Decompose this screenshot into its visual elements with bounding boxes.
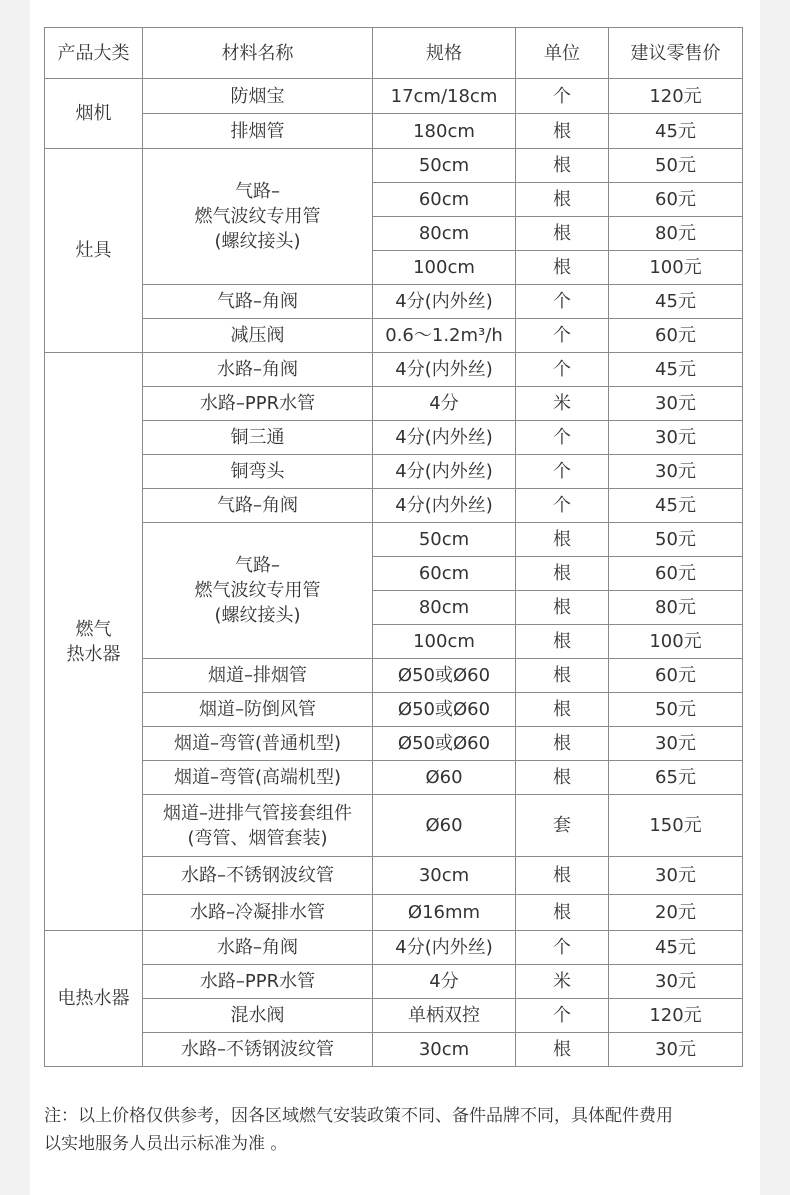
price-cell: 30元: [609, 1033, 743, 1067]
price-cell: 30元: [609, 727, 743, 761]
spec-cell: Ø50或Ø60: [373, 693, 516, 727]
header-unit: 单位: [516, 28, 609, 79]
unit-cell: 个: [516, 489, 609, 523]
price-cell: 45元: [609, 285, 743, 319]
material-line: 气路–: [235, 555, 280, 576]
table-row: [45, 79, 743, 114]
spec-cell: 4分(内外丝): [373, 455, 516, 489]
material-cell: 混水阀: [143, 999, 373, 1033]
material-cell: 水路–角阀: [143, 353, 373, 387]
material-cell: [143, 795, 373, 857]
unit-cell: 根: [516, 591, 609, 625]
unit-cell: 根: [516, 1033, 609, 1067]
unit-cell: 个: [516, 319, 609, 353]
unit-cell: 根: [516, 114, 609, 149]
material-cell: 气路–角阀: [143, 285, 373, 319]
price-cell: 30元: [609, 857, 743, 895]
table-row: [45, 795, 743, 857]
unit-cell: 根: [516, 523, 609, 557]
price-cell: 30元: [609, 455, 743, 489]
spec-cell: 100cm: [373, 625, 516, 659]
unit-cell: 根: [516, 149, 609, 183]
unit-cell: 根: [516, 857, 609, 895]
price-cell: 50元: [609, 523, 743, 557]
material-cell-gas-pipe: [143, 149, 373, 285]
material-cell: 水路–不锈钢波纹管: [143, 857, 373, 895]
material-cell: 烟道–弯管(普通机型): [143, 727, 373, 761]
material-cell: 水路–角阀: [143, 931, 373, 965]
header-material: 材料名称: [143, 28, 373, 79]
spec-cell: 60cm: [373, 557, 516, 591]
unit-cell: 根: [516, 693, 609, 727]
table-row: [45, 761, 743, 795]
header-price: 建议零售价: [609, 28, 743, 79]
price-cell: 30元: [609, 965, 743, 999]
unit-cell: 套: [516, 795, 609, 857]
footnote-line: 注：以上价格仅供参考，因各区域燃气安装政策不同、备件品牌不同，具体配件费用: [44, 1106, 673, 1126]
unit-cell: 个: [516, 79, 609, 114]
material-line: 烟道–进排气管接套组件: [163, 802, 352, 824]
spec-cell: Ø60: [373, 761, 516, 795]
unit-cell: 根: [516, 895, 609, 931]
spec-cell: Ø16mm: [373, 895, 516, 931]
table-row: [45, 489, 743, 523]
price-table-container: [44, 27, 742, 1067]
table-row: [45, 895, 743, 931]
table-row: [45, 857, 743, 895]
spec-cell: 17cm/18cm: [373, 79, 516, 114]
price-cell: 30元: [609, 387, 743, 421]
price-cell: 60元: [609, 319, 743, 353]
material-cell: 防烟宝: [143, 79, 373, 114]
spec-cell: 80cm: [373, 217, 516, 251]
unit-cell: 根: [516, 727, 609, 761]
spec-cell: 50cm: [373, 523, 516, 557]
unit-cell: 根: [516, 761, 609, 795]
price-cell: 100元: [609, 625, 743, 659]
spec-cell: 50cm: [373, 149, 516, 183]
material-cell: 烟道–排烟管: [143, 659, 373, 693]
unit-cell: 根: [516, 251, 609, 285]
unit-cell: 个: [516, 931, 609, 965]
table-row: [45, 999, 743, 1033]
footnote: [44, 1102, 744, 1158]
table-row: [45, 149, 743, 183]
material-cell: 烟道–防倒风管: [143, 693, 373, 727]
unit-cell: 根: [516, 659, 609, 693]
material-line: 燃气波纹专用管: [194, 580, 321, 601]
header-spec: 规格: [373, 28, 516, 79]
table-row: [45, 353, 743, 387]
price-cell: 30元: [609, 421, 743, 455]
right-margin: [760, 0, 790, 1195]
category-cell-zaoju: 灶具: [45, 149, 143, 353]
category-cell-electric-water-heater: 电热水器: [45, 931, 143, 1067]
price-cell: 60元: [609, 659, 743, 693]
spec-cell: Ø50或Ø60: [373, 659, 516, 693]
spec-cell: 0.6～1.2m³/h: [373, 319, 516, 353]
price-cell: 45元: [609, 353, 743, 387]
unit-cell: 个: [516, 421, 609, 455]
spec-cell: 4分: [373, 965, 516, 999]
spec-cell: 180cm: [373, 114, 516, 149]
table-row: [45, 931, 743, 965]
price-cell: 150元: [609, 795, 743, 857]
table-row: [45, 421, 743, 455]
material-line: (弯管、烟管套装): [187, 827, 328, 849]
material-cell: 水路–PPR水管: [143, 965, 373, 999]
price-cell: 80元: [609, 591, 743, 625]
unit-cell: 根: [516, 625, 609, 659]
price-cell: 50元: [609, 693, 743, 727]
table-row: [45, 455, 743, 489]
category-line: 热水器: [66, 643, 121, 665]
material-cell: 烟道–弯管(高端机型): [143, 761, 373, 795]
unit-cell: 根: [516, 557, 609, 591]
unit-cell: 根: [516, 217, 609, 251]
left-margin: [0, 0, 30, 1195]
unit-cell: 根: [516, 183, 609, 217]
price-cell: 100元: [609, 251, 743, 285]
material-cell: 水路–PPR水管: [143, 387, 373, 421]
table-row: [45, 319, 743, 353]
unit-cell: 个: [516, 285, 609, 319]
price-cell: 45元: [609, 114, 743, 149]
spec-cell: Ø60: [373, 795, 516, 857]
material-line: 燃气波纹专用管: [194, 206, 321, 227]
spec-cell: 4分(内外丝): [373, 353, 516, 387]
price-cell: 65元: [609, 761, 743, 795]
table-header-row: [45, 28, 743, 79]
price-cell: 50元: [609, 149, 743, 183]
price-cell: 60元: [609, 183, 743, 217]
material-cell: 减压阀: [143, 319, 373, 353]
spec-cell: 单柄双控: [373, 999, 516, 1033]
unit-cell: 个: [516, 999, 609, 1033]
category-cell-gas-water-heater: [45, 353, 143, 931]
footnote-line: 以实地服务人员出示标准为准 。: [44, 1134, 288, 1154]
spec-cell: 30cm: [373, 1033, 516, 1067]
unit-cell: 米: [516, 965, 609, 999]
material-cell: 水路–冷凝排水管: [143, 895, 373, 931]
spec-cell: 4分(内外丝): [373, 421, 516, 455]
material-cell: 气路–角阀: [143, 489, 373, 523]
table-row: [45, 523, 743, 557]
spec-cell: 30cm: [373, 857, 516, 895]
material-line: 气路–: [235, 181, 280, 202]
spec-cell: 4分(内外丝): [373, 285, 516, 319]
price-cell: 120元: [609, 999, 743, 1033]
table-row: [45, 693, 743, 727]
material-line: (螺纹接头): [214, 231, 301, 252]
category-line: 燃气: [75, 618, 112, 640]
table-row: [45, 659, 743, 693]
header-category: 产品大类: [45, 28, 143, 79]
table-row: [45, 114, 743, 149]
spec-cell: 80cm: [373, 591, 516, 625]
table-row: [45, 727, 743, 761]
unit-cell: 个: [516, 455, 609, 489]
spec-cell: 60cm: [373, 183, 516, 217]
price-cell: 20元: [609, 895, 743, 931]
material-cell-gas-pipe: [143, 523, 373, 659]
table-row: [45, 285, 743, 319]
material-cell: 铜三通: [143, 421, 373, 455]
unit-cell: 米: [516, 387, 609, 421]
table-row: [45, 1033, 743, 1067]
material-line: (螺纹接头): [214, 605, 301, 626]
table-row: [45, 965, 743, 999]
accessory-price-table: [44, 27, 743, 1067]
price-cell: 120元: [609, 79, 743, 114]
spec-cell: 4分(内外丝): [373, 931, 516, 965]
category-cell-yanji: 烟机: [45, 79, 143, 149]
price-cell: 45元: [609, 489, 743, 523]
spec-cell: 100cm: [373, 251, 516, 285]
material-cell: 排烟管: [143, 114, 373, 149]
spec-cell: 4分: [373, 387, 516, 421]
spec-cell: 4分(内外丝): [373, 489, 516, 523]
price-cell: 45元: [609, 931, 743, 965]
spec-cell: Ø50或Ø60: [373, 727, 516, 761]
unit-cell: 个: [516, 353, 609, 387]
table-row: [45, 387, 743, 421]
price-cell: 60元: [609, 557, 743, 591]
price-cell: 80元: [609, 217, 743, 251]
material-cell: 水路–不锈钢波纹管: [143, 1033, 373, 1067]
material-cell: 铜弯头: [143, 455, 373, 489]
